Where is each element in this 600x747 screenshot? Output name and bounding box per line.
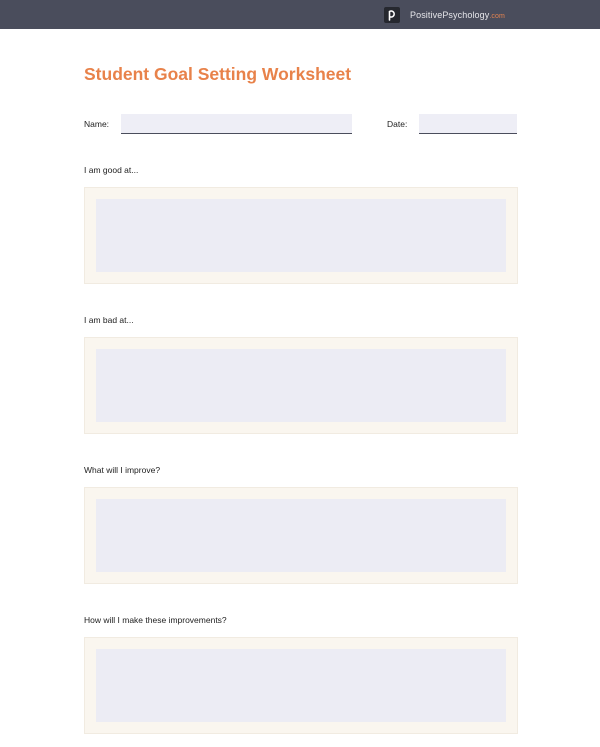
- top-bar: [0, 0, 600, 29]
- section-prompt-bad-at: I am bad at...: [84, 315, 134, 325]
- date-field[interactable]: [419, 114, 517, 134]
- section-prompt-how-improve: How will I make these improvements?: [84, 615, 227, 625]
- answer-field-improve[interactable]: [96, 499, 506, 572]
- answer-box-how-improve: [84, 637, 518, 734]
- answer-field-bad-at[interactable]: [96, 349, 506, 422]
- answer-box-bad-at: [84, 337, 518, 434]
- name-label: Name:: [84, 119, 110, 129]
- answer-field-good-at[interactable]: [96, 199, 506, 272]
- worksheet-title: Student Goal Setting Worksheet: [84, 64, 352, 84]
- section-prompt-good-at: I am good at...: [84, 165, 139, 175]
- name-field[interactable]: [121, 114, 352, 134]
- date-label: Date:: [387, 119, 408, 129]
- answer-box-improve: [84, 487, 518, 584]
- brand[interactable]: [384, 7, 505, 23]
- section-prompt-improve: What will I improve?: [84, 465, 161, 475]
- answer-box-good-at: [84, 187, 518, 284]
- p-logo-icon: [384, 7, 400, 23]
- brand-name: PositivePsychology.com: [410, 10, 505, 20]
- answer-field-how-improve[interactable]: [96, 649, 506, 722]
- brand-tld: .com: [489, 13, 505, 20]
